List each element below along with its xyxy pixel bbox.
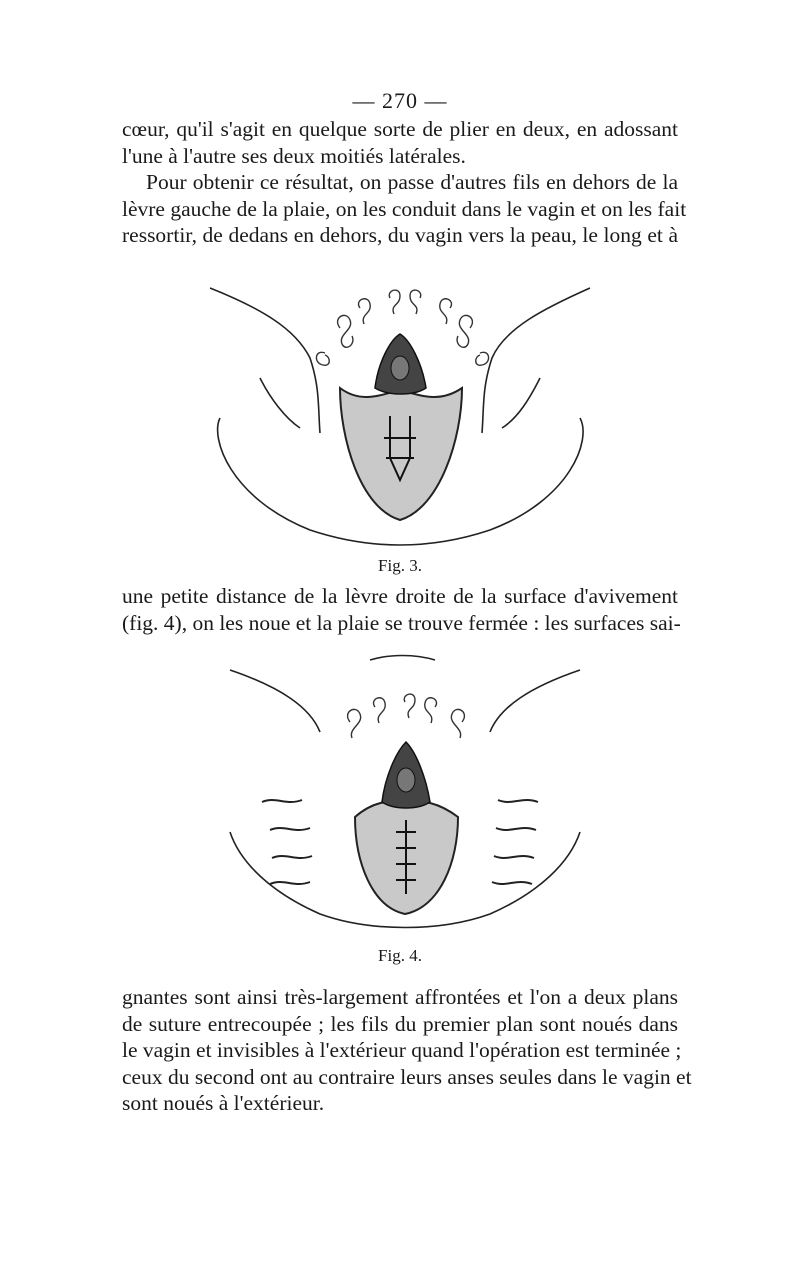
text-line: ceux du second ont au contraire leurs anses seules dans le vagin et <box>122 1064 692 1089</box>
paragraph-3 <box>122 984 692 1117</box>
text-line: de suture entrecoupée ; les fils du premier plan sont noués dans <box>122 1011 678 1036</box>
text-line: gnantes sont ainsi très-largement affrontées et l'on a deux plans <box>122 985 678 1009</box>
text-line: ressortir, de dedans en dehors, du vagin vers la peau, le long et à <box>122 223 678 248</box>
figure-3-illustration <box>200 268 600 553</box>
text-line: sont noués à l'extérieur. <box>122 1091 325 1116</box>
figure-4-caption: Fig. 4. <box>378 946 422 965</box>
figure-3-caption: Fig. 3. <box>378 556 422 575</box>
text-line: lèvre gauche de la plaie, on les conduit dans le vagin et on les fait <box>122 196 687 221</box>
figure-4-illustration <box>200 652 600 937</box>
paragraph-2 <box>122 583 681 636</box>
text-line: le vagin et invisibles à l'extérieur quand l'opération est terminée ; <box>122 1038 682 1063</box>
text-line: une petite distance de la lèvre droite de la surface d'avivement <box>122 584 678 608</box>
figure-4-drawing <box>200 652 600 937</box>
text-line: l'une à l'autre ses deux moitiés latérales. <box>122 143 466 168</box>
figure-3-drawing <box>200 268 600 553</box>
page-number: — 270 — <box>352 88 448 113</box>
text-line: (fig. 4), on les noue et la plaie se trouve fermée : les surfaces sai- <box>122 610 681 635</box>
text-line: cœur, qu'il s'agit en quelque sorte de plier en deux, en adossant <box>122 117 678 141</box>
paragraph-1 <box>122 116 687 249</box>
text-line: Pour obtenir ce résultat, on passe d'autres fils en dehors de la <box>146 170 678 195</box>
